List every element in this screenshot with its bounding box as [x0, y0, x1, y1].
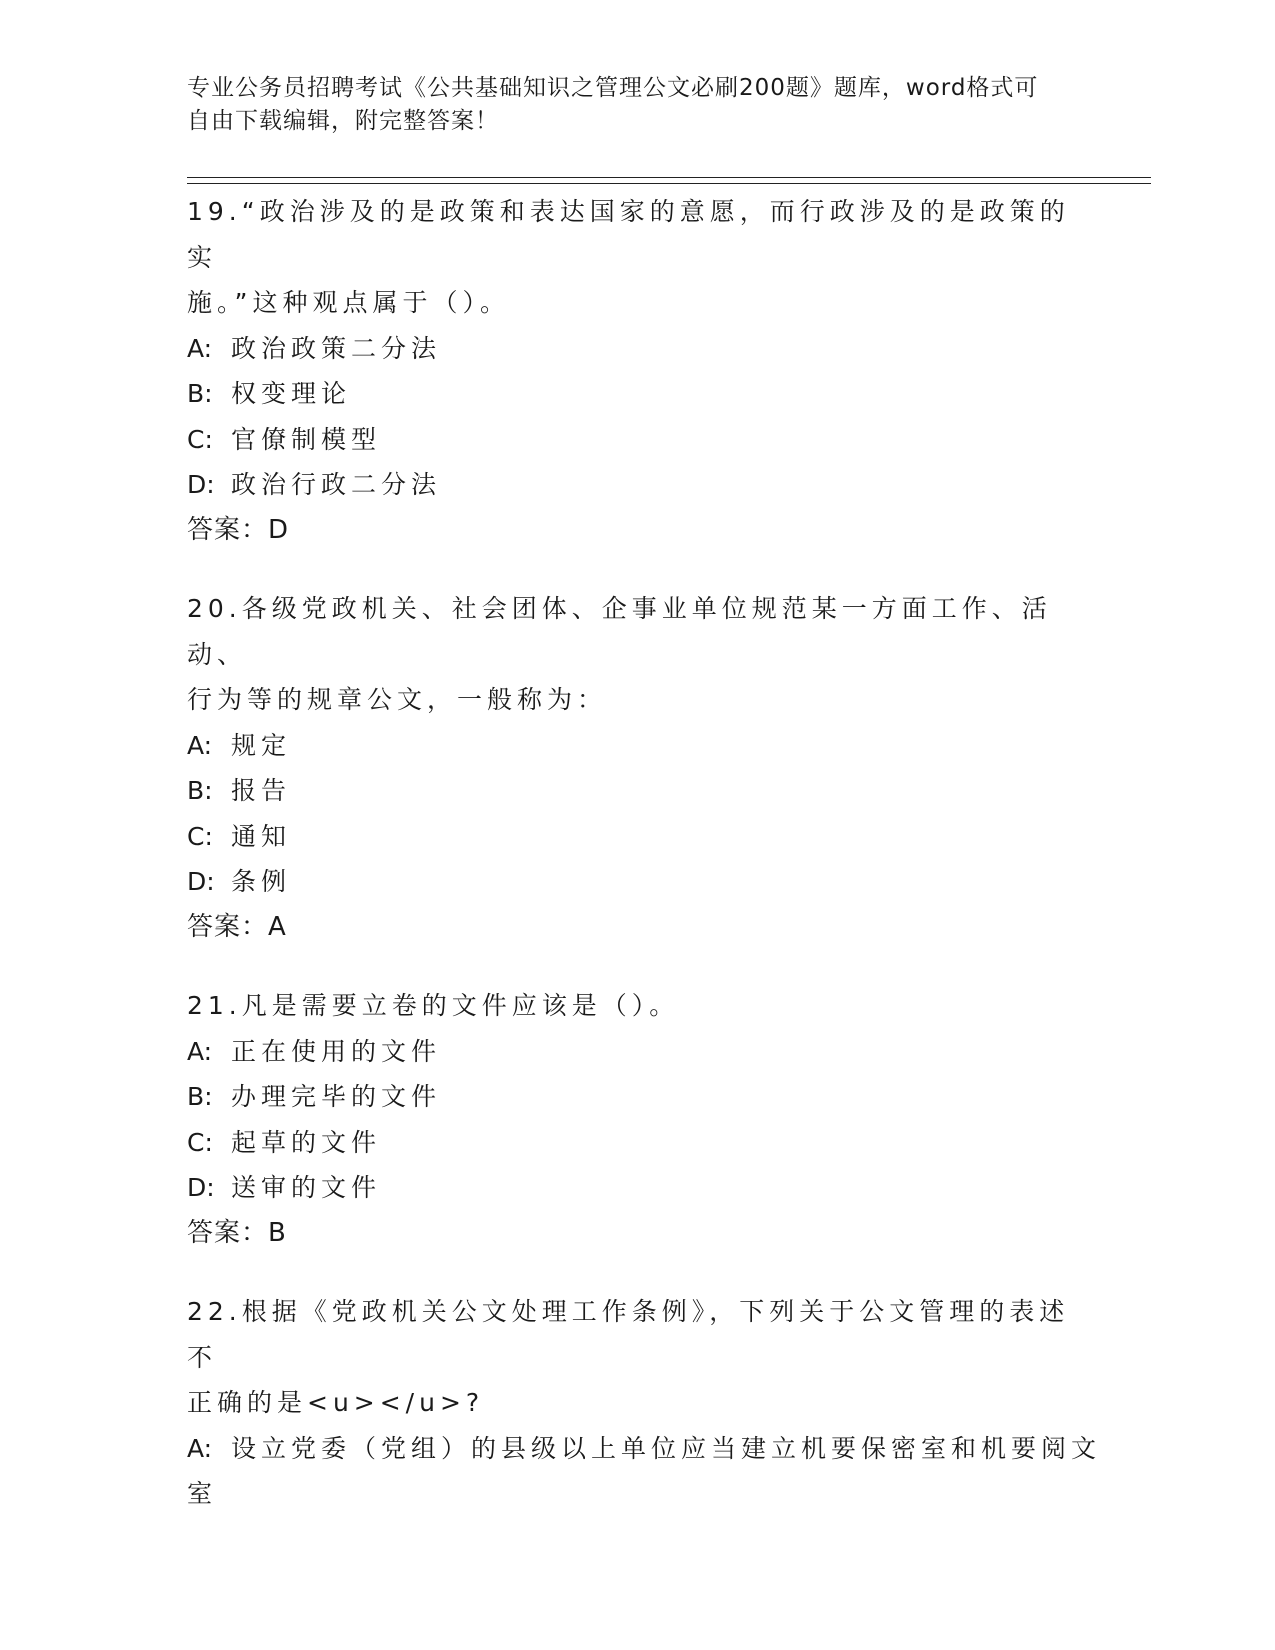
option-text: 室 [187, 1479, 218, 1508]
option-text: 报告 [231, 776, 292, 805]
option-text: 规定 [231, 730, 292, 760]
option-text: 政治政策二分法 [231, 333, 442, 363]
option-a [187, 723, 1087, 769]
option-c [187, 1120, 1087, 1166]
option-letter: A: [187, 333, 213, 363]
answer-label: 答案：D [187, 514, 290, 545]
option-letter: A: [187, 730, 213, 760]
question-19 [187, 189, 1087, 553]
option-b [187, 1074, 1087, 1120]
option-d [187, 462, 1087, 508]
option-letter: D: [187, 470, 215, 499]
option-letter: A: [187, 1433, 213, 1463]
question-list [187, 189, 1102, 1550]
option-text: 通知 [231, 821, 292, 851]
question-stem-line: 21.凡是需要立卷的文件应该是（）。 [187, 991, 680, 1020]
document-header [187, 72, 1067, 138]
option-a [187, 326, 1087, 372]
header-rule-top [187, 177, 1151, 178]
question-stem-line: 行为等的规章公文，一般称为： [187, 685, 608, 714]
option-text: 条例 [231, 867, 292, 896]
header-rule-bottom [187, 183, 1151, 184]
answer-label: 答案：A [187, 911, 287, 942]
option-text: 设立党委（党组）的县级以上单位应当建立机要保密室和机要阅文 [231, 1433, 1102, 1463]
option-d [187, 1165, 1087, 1211]
question-stem-line: 19.“政治涉及的是政策和表达国家的意愿，而行政涉及的是政策的实 [187, 197, 1070, 272]
option-text: 送审的文件 [231, 1173, 382, 1202]
option-a [187, 1426, 1102, 1472]
option-text: 办理完毕的文件 [231, 1082, 442, 1111]
option-a-continuation [187, 1471, 1087, 1517]
option-text: 权变理论 [231, 379, 352, 408]
question-stem-line: 22.根据《党政机关公文处理工作条例》，下列关于公文管理的表述不 [187, 1297, 1070, 1372]
option-text: 官僚制模型 [231, 424, 382, 454]
question-stem-line: 施。”这种观点属于（）。 [187, 288, 510, 317]
option-c [187, 417, 1087, 463]
question-22 [187, 1289, 1102, 1517]
question-21 [187, 983, 1087, 1256]
header-line-1: 专业公务员招聘考试《公共基础知识之管理公文必刷200题》题库，word格式可 [187, 75, 1039, 101]
option-a [187, 1029, 1087, 1075]
option-letter: D: [187, 867, 215, 896]
header-line-2: 自由下载编辑，附完整答案！ [187, 108, 499, 134]
option-letter: B: [187, 1082, 213, 1111]
option-letter: C: [187, 1127, 213, 1157]
option-letter: B: [187, 776, 213, 805]
option-letter: C: [187, 821, 213, 851]
option-text: 起草的文件 [231, 1127, 382, 1157]
option-d [187, 859, 1087, 905]
option-text: 正在使用的文件 [231, 1036, 442, 1066]
option-letter: A: [187, 1036, 213, 1066]
option-b [187, 768, 1087, 814]
option-text: 政治行政二分法 [231, 470, 442, 499]
question-stem-line: 正确的是<u></u>? [187, 1388, 485, 1417]
option-b [187, 371, 1087, 417]
option-letter: C: [187, 424, 213, 454]
option-letter: B: [187, 379, 213, 408]
option-letter: D: [187, 1173, 215, 1202]
answer-label: 答案：B [187, 1217, 287, 1248]
question-20 [187, 586, 1087, 950]
question-stem-line: 20.各级党政机关、社会团体、企事业单位规范某一方面工作、活动、 [187, 594, 1052, 669]
option-c [187, 814, 1087, 860]
